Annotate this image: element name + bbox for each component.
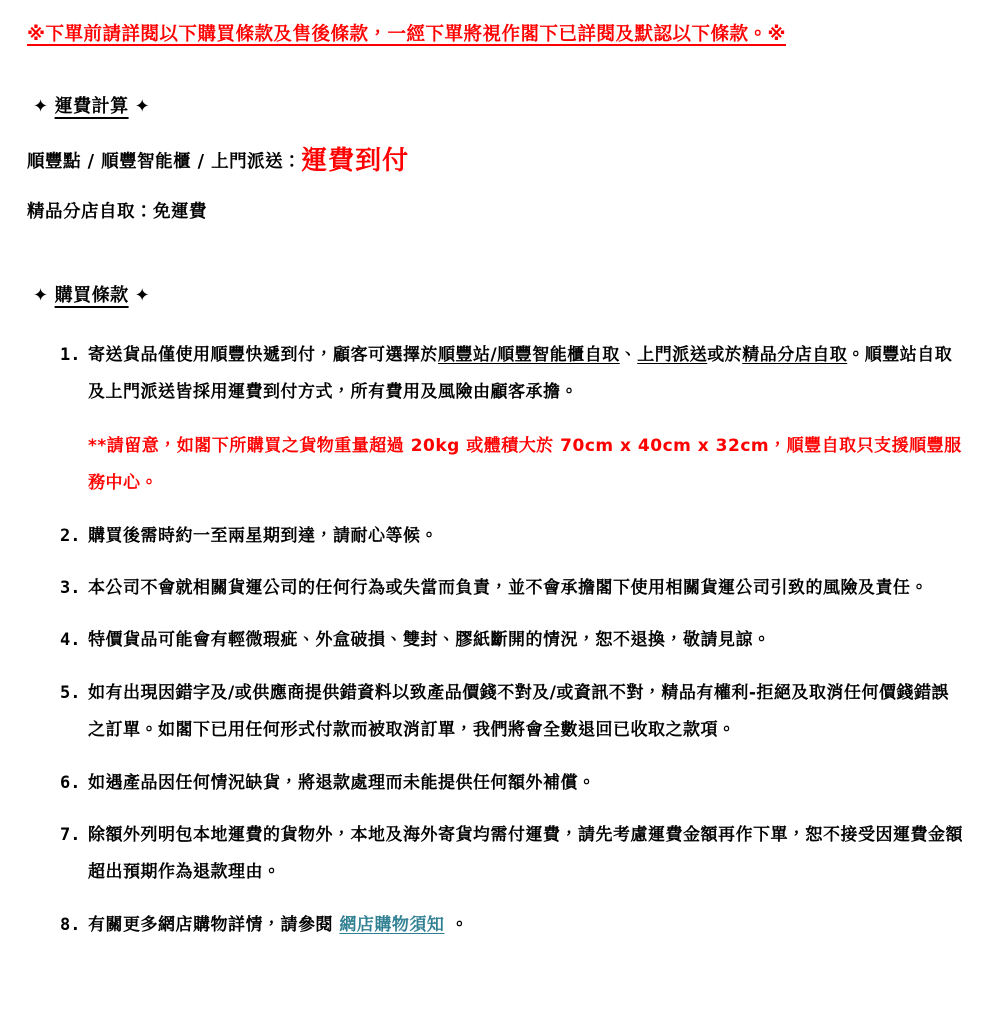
pickup-option-store: 精品分店自取 <box>742 345 848 365</box>
term-number: 6. <box>60 772 81 793</box>
shipping-title-text: 運費計算 <box>54 96 129 117</box>
shipping-methods-line <box>27 148 963 174</box>
term-number: 8. <box>60 914 81 935</box>
pre-order-notice: ※下單前請詳閱以下購買條款及售後條款，一經下單將視作閣下已詳閱及默認以下條款。※ <box>27 24 786 45</box>
term-number: 2. <box>60 525 81 546</box>
weight-limit-note: **請留意，如閣下所購買之貨物重量超過 20kg 或體積大於 70cm x 40cm x 32cm，順豐自取只支援順豐服務中心。 <box>88 435 962 494</box>
purchase-terms-section <box>27 281 963 944</box>
term-body <box>88 622 963 659</box>
term-body <box>88 817 963 892</box>
term-number: 4. <box>60 630 81 651</box>
terms-title-text: 購買條款 <box>54 285 129 306</box>
term-text <box>88 337 963 412</box>
term-text-segment: 或於 <box>707 345 743 365</box>
term-item-3 <box>60 570 963 607</box>
term-item-1 <box>60 337 963 503</box>
pickup-option-home-delivery: 上門派送 <box>637 345 708 365</box>
terms-list <box>27 337 963 944</box>
term-item-2 <box>60 518 963 555</box>
star-icon: ✦ <box>33 285 49 306</box>
terms-section-title <box>27 281 963 307</box>
term-number: 3. <box>60 577 81 598</box>
term-text: 除額外列明包本地運費的貨物外，本地及海外寄貨均需付運費，請先考慮運費金額再作下單，恕不接受因運費金額超出預期作為退款理由。 <box>88 824 963 883</box>
shipping-fee-section <box>27 92 963 223</box>
term-text <box>88 907 963 944</box>
term-text: 特價貨品可能會有輕微瑕疵、外盒破損、雙封、膠紙斷開的情況，恕不退換，敬請見諒。 <box>88 630 771 651</box>
term-text-segment: 。順豐站自取及上門派送皆採用運費到付方式，所有費用及風險由顧客承擔。 <box>88 345 953 403</box>
term-item-7 <box>60 817 963 892</box>
term-body <box>88 518 963 555</box>
star-icon: ✦ <box>134 285 151 306</box>
cod-highlight: 運費到付 <box>301 146 410 176</box>
store-pickup-line: 精品分店自取：免運費 <box>27 202 207 222</box>
term-number: 5. <box>60 682 81 703</box>
term-text-segment: 寄送貨品僅使用順豐快遞到付，顧客可選擇於 <box>88 345 438 365</box>
term-number: 1. <box>60 345 81 365</box>
term-text: 如遇產品因任何情況缺貨，將退款處理而未能提供任何額外補償。 <box>88 772 596 793</box>
term-item-8 <box>60 907 963 944</box>
term-item-4 <box>60 622 963 659</box>
term-body <box>88 570 963 607</box>
store-shopping-guide-link[interactable]: 網店購物須知 <box>339 914 445 935</box>
star-icon: ✦ <box>134 96 151 117</box>
star-icon: ✦ <box>33 96 49 117</box>
shipping-methods-prefix: 順豐點 / 順豐智能櫃 / 上門派送： <box>27 152 302 172</box>
term-text-segment: 有關更多網店購物詳情，請參閱 <box>88 914 340 935</box>
term-item-5 <box>60 675 963 750</box>
term-body <box>88 675 963 750</box>
term-body <box>88 765 963 802</box>
term-number: 7. <box>60 824 81 845</box>
term-text-segment: 、 <box>619 345 638 365</box>
term-body <box>88 907 963 944</box>
term-body <box>88 337 963 503</box>
term-text: 本公司不會就相關貨運公司的任何行為或失當而負責，並不會承擔閣下使用相關貨運公司引致的風險及責任。 <box>88 577 928 598</box>
term-text: 如有出現因錯字及/或供應商提供錯資料以致產品價錢不對及/或資訊不對，精品有權利-拒絕及取消任何價錢錯誤之訂單。如閣下已用任何形式付款而被取消訂單，我們將會全數退回已收取之款項。 <box>88 682 949 741</box>
pickup-option-sf-station: 順豐站/順豐智能櫃自取 <box>438 345 620 365</box>
term-item-6 <box>60 765 963 802</box>
term-text-segment: 。 <box>444 914 469 935</box>
term-text: 購買後需時約一至兩星期到達，請耐心等候。 <box>88 525 438 546</box>
shipping-section-title <box>27 92 963 118</box>
